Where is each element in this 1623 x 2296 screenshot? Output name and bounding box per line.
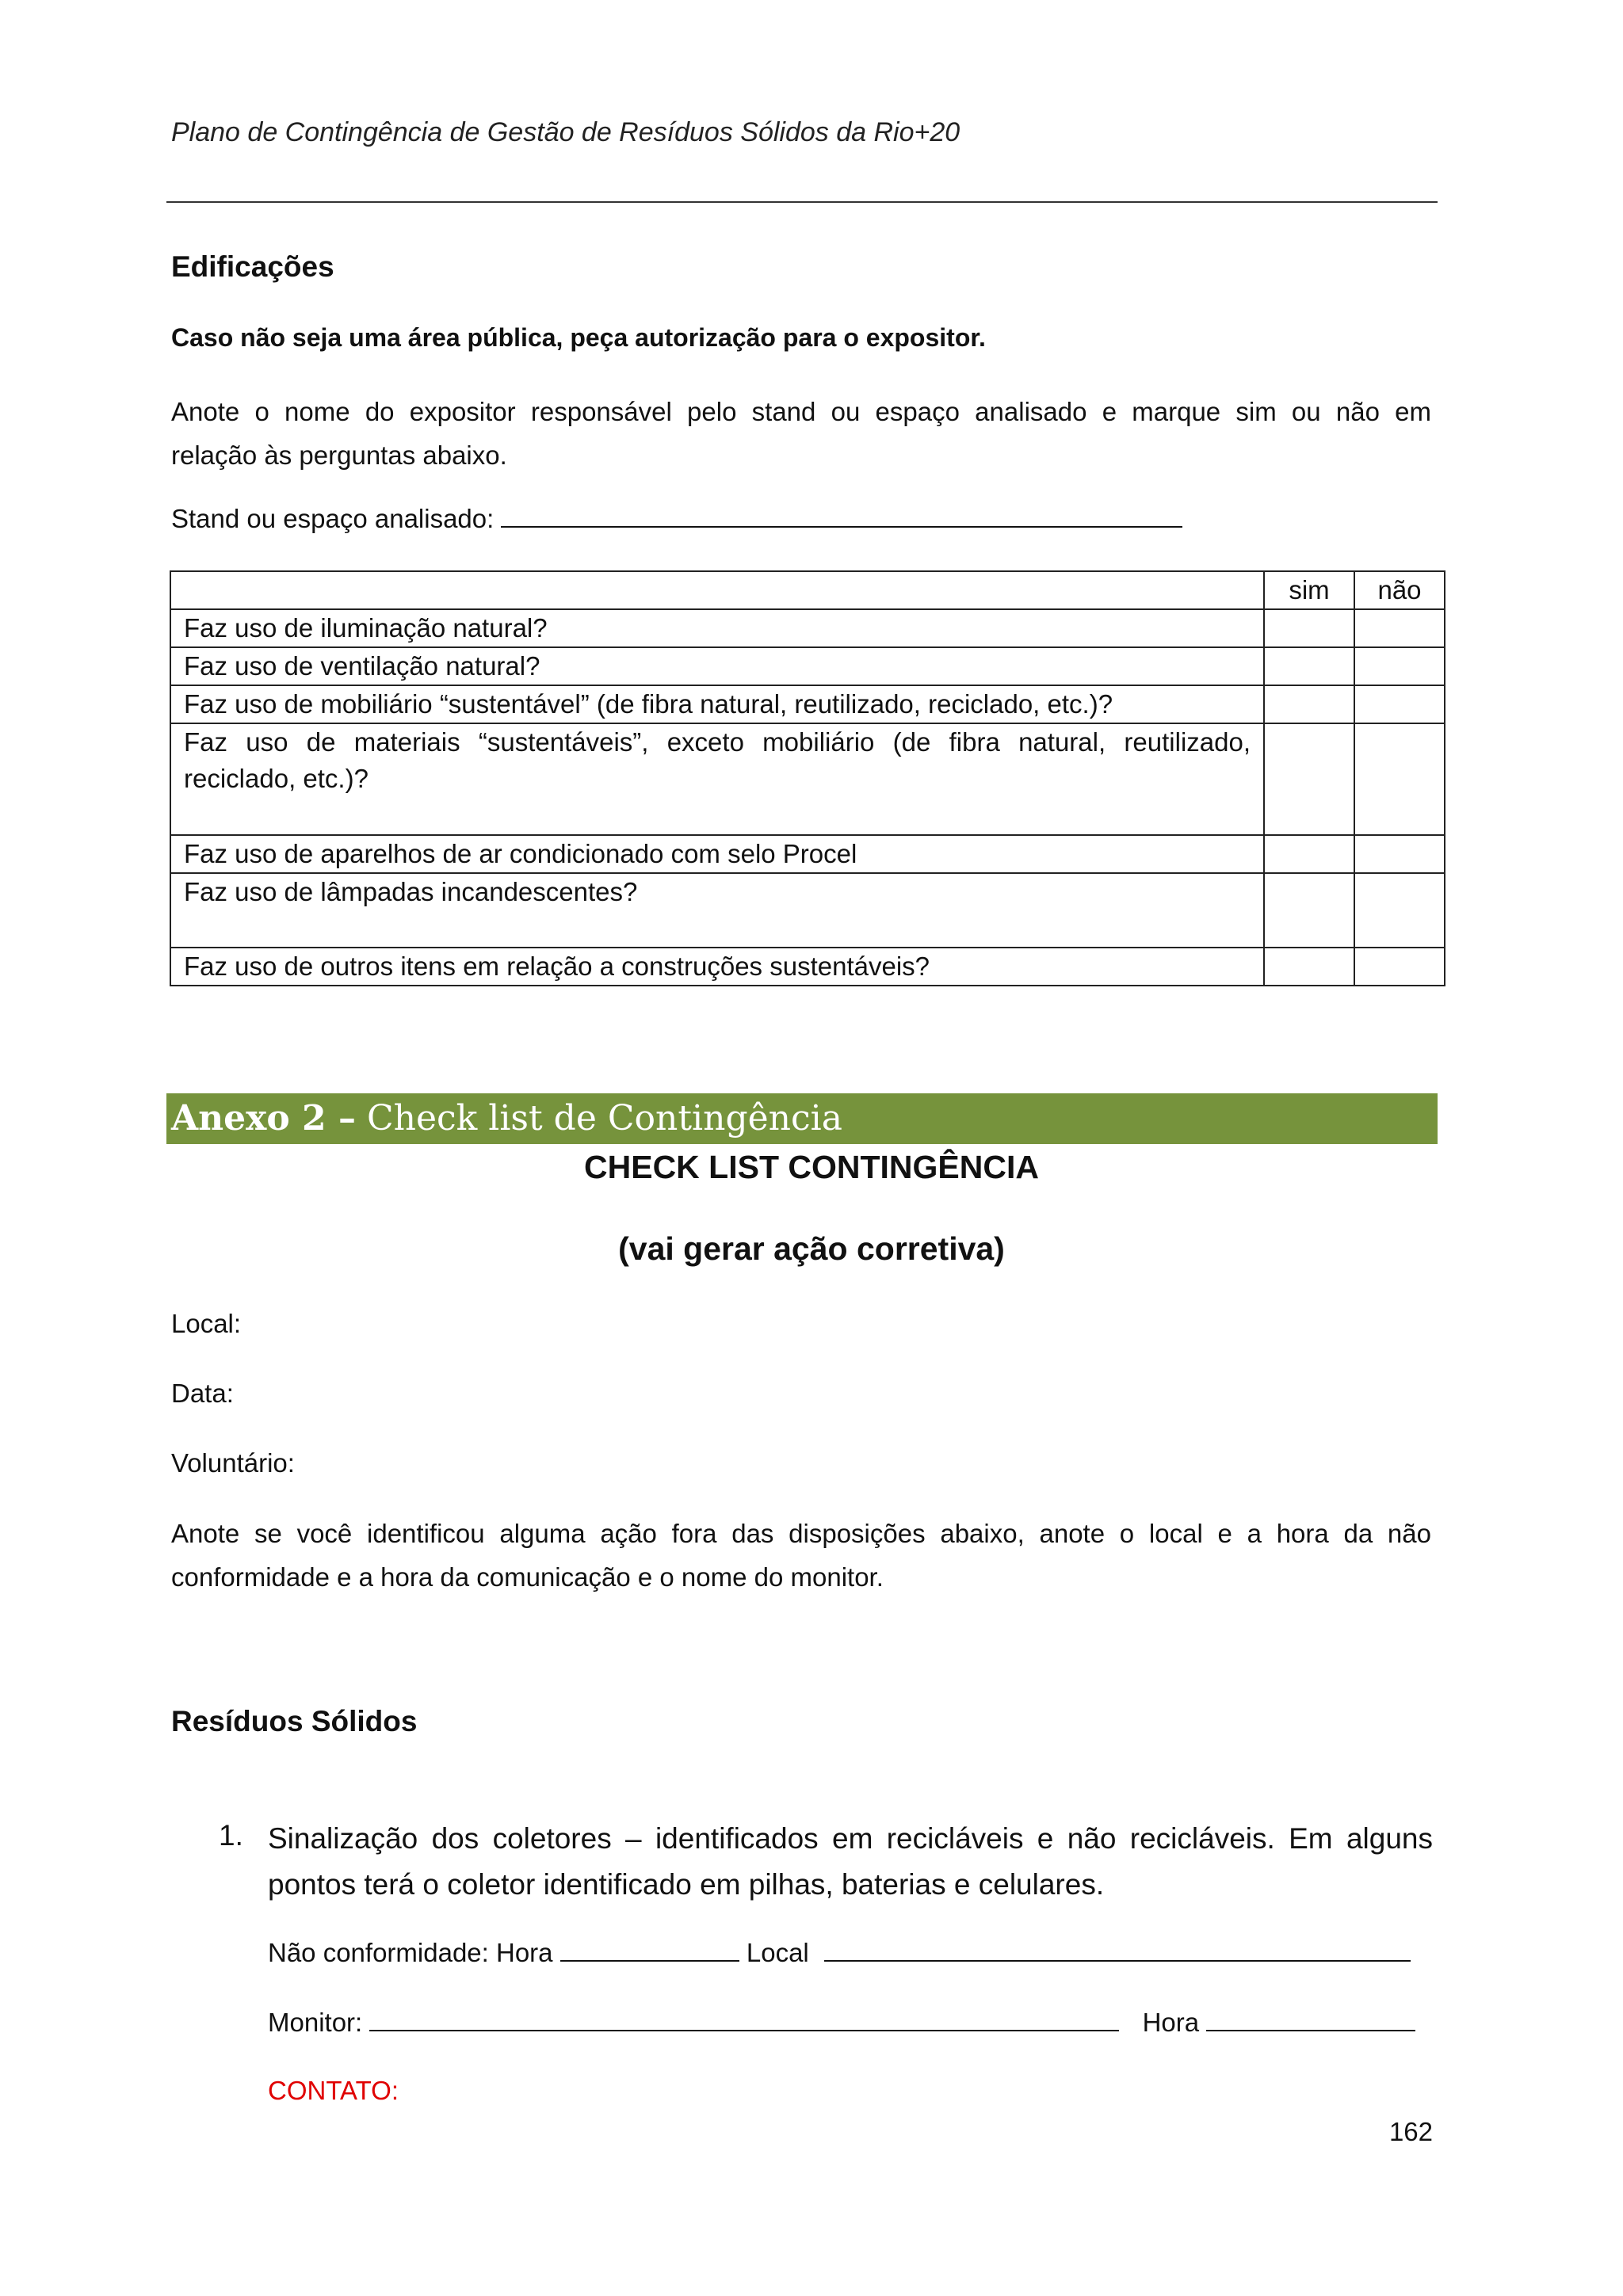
answer-nao-cell[interactable] (1354, 609, 1445, 647)
page-number: 162 (1388, 2117, 1433, 2146)
answer-sim-cell[interactable] (1264, 685, 1354, 723)
edificacoes-checklist-table (170, 570, 1445, 986)
annex-label-text: Check list de Contingência (355, 1098, 842, 1138)
voluntario-label: Voluntário: (171, 1448, 295, 1478)
answer-nao-cell[interactable] (1354, 647, 1445, 685)
table-header-row (170, 571, 1445, 609)
contato-label: CONTATO: (268, 2076, 399, 2105)
table-row (170, 835, 1445, 873)
section-heading-edificacoes: Edificações (171, 250, 334, 283)
list-item-number: 1. (219, 1819, 243, 1852)
list-item-line2: pontos terá o coletor identificado em pilhas, baterias e celulares. (268, 1868, 1105, 1901)
list-item-line1: Sinalização dos coletores – identificados em recicláveis e não recicláveis. Em alguns (268, 1822, 1433, 1855)
table-row (170, 609, 1445, 647)
checklist-instruction-line1: Anote se você identificou alguma ação fora das disposições abaixo, anote o local e a hora da não (171, 1519, 1431, 1548)
answer-sim-cell[interactable] (1264, 723, 1354, 835)
running-header: Plano de Contingência de Gestão de Resíduos Sólidos da Rio+20 (171, 117, 960, 147)
nonconformity-local-blank[interactable] (824, 1936, 1411, 1962)
edificacoes-instruction-line1: Anote o nome do expositor responsável pelo stand ou espaço analisado e marque sim ou não em (171, 397, 1431, 426)
checklist-title: CHECK LIST CONTINGÊNCIA (584, 1149, 1039, 1185)
answer-nao-cell[interactable] (1354, 948, 1445, 986)
data-label: Data: (171, 1379, 234, 1408)
monitor-blank[interactable] (369, 2006, 1119, 2031)
question-cell: Faz uso de mobiliário “sustentável” (de fibra natural, reutilizado, reciclado, etc.)? (170, 685, 1264, 723)
local-label: Local: (171, 1309, 242, 1338)
monitor-hora-blank[interactable] (1206, 2006, 1415, 2031)
answer-sim-cell[interactable] (1264, 835, 1354, 873)
table-row (170, 723, 1445, 835)
question-line: Faz uso de materiais “sustentáveis”, exceto mobiliário (de fibra natural, reutilizado, (184, 727, 1251, 757)
question-cell: Faz uso de lâmpadas incandescentes? (170, 873, 1264, 948)
stand-label: Stand ou espaço analisado: (171, 504, 495, 533)
nonconformity-local-label: Local (746, 1938, 809, 1967)
stand-blank-line[interactable] (501, 502, 1182, 528)
monitor-label: Monitor: (268, 2008, 363, 2037)
column-header-nao: não (1354, 571, 1445, 609)
table-header-empty (170, 571, 1264, 609)
answer-nao-cell[interactable] (1354, 685, 1445, 723)
column-header-sim: sim (1264, 571, 1354, 609)
monitor-hora-label: Hora (1142, 2008, 1200, 2037)
list-item (268, 1816, 1433, 1908)
answer-sim-cell[interactable] (1264, 647, 1354, 685)
question-cell: Faz uso de aparelhos de ar condicionado com selo Procel (170, 835, 1264, 873)
checklist-instruction-line2: conformidade e a hora da comunicação e o nome do monitor. (171, 1562, 884, 1592)
stand-field-row (171, 502, 1182, 534)
authorization-note: Caso não seja uma área pública, peça autorização para o expositor. (171, 323, 986, 352)
question-cell (170, 723, 1264, 835)
question-cell: Faz uso de iluminação natural? (170, 609, 1264, 647)
table-row (170, 873, 1445, 948)
annex-label-bold: Anexo 2 – (171, 1098, 356, 1138)
monitor-row (268, 2006, 1415, 2038)
annex-title-bar (166, 1093, 1438, 1144)
table-row (170, 948, 1445, 986)
question-line: reciclado, etc.)? (184, 764, 369, 793)
answer-nao-cell[interactable] (1354, 723, 1445, 835)
header-divider (166, 201, 1438, 203)
table-row (170, 647, 1445, 685)
question-cell: Faz uso de ventilação natural? (170, 647, 1264, 685)
nonconformity-hora-label: Não conformidade: Hora (268, 1938, 553, 1967)
answer-nao-cell[interactable] (1354, 835, 1445, 873)
question-cell: Faz uso de outros itens em relação a construções sustentáveis? (170, 948, 1264, 986)
nonconformity-hora-blank[interactable] (560, 1936, 739, 1962)
checklist-subtitle: (vai gerar ação corretiva) (618, 1230, 1005, 1267)
section-heading-residuos: Resíduos Sólidos (171, 1705, 418, 1737)
answer-sim-cell[interactable] (1264, 873, 1354, 948)
table-row (170, 685, 1445, 723)
answer-sim-cell[interactable] (1264, 609, 1354, 647)
answer-nao-cell[interactable] (1354, 873, 1445, 948)
edificacoes-instruction-line2: relação às perguntas abaixo. (171, 441, 507, 470)
answer-sim-cell[interactable] (1264, 948, 1354, 986)
nonconformity-row (268, 1936, 1411, 1968)
